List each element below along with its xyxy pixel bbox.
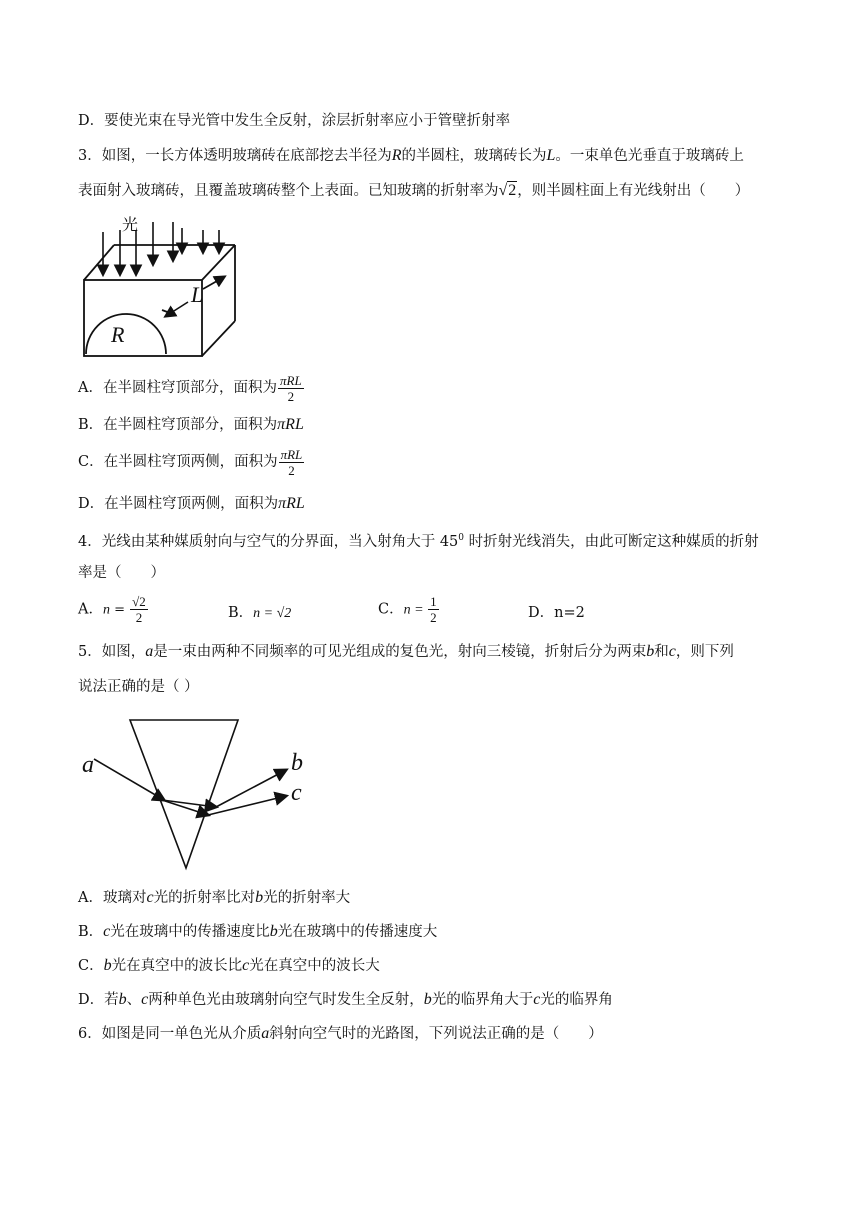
ray-b-label: b — [291, 750, 303, 776]
question-4-line2: 率是（ ） — [78, 565, 165, 581]
option-b-q3: B．在半圆柱穹顶部分，面积为πRL — [78, 416, 304, 433]
option-a-q4: A．n = $\frac{√2}{2}$ — [78, 594, 146, 625]
option-a-q3: A．在半圆柱穹顶部分，面积为 $\frac{\text{πRL}}{2}$ — [78, 372, 302, 404]
option-a-q5: A．玻璃对c光的折射率比对b光的折射率大 — [78, 889, 351, 906]
question-6: 6．如图是同一单色光从介质a斜射向空气时的光路图，下列说法正确的是（ ） — [78, 1025, 603, 1042]
question-3-line2: 表面射入玻璃砖，且覆盖玻璃砖整个上表面。已知玻璃的折射率为√2，则半圆柱面上有光线射出（ ） — [78, 182, 750, 199]
option-d-q2: D．要使光束在导光管中发生全反射，涂层折射率应小于管壁折射率 — [78, 113, 511, 129]
prism-figure — [78, 718, 318, 873]
question-5-line2: 说法正确的是（ ） — [78, 679, 199, 695]
option-b-q4: B．n = √2 — [228, 605, 292, 621]
option-d-q3: D．在半圆柱穹顶两侧，面积为πRL — [78, 495, 305, 512]
glass-brick-figure — [78, 212, 248, 362]
ray-c-label: c — [291, 780, 302, 806]
question-3-line1: 3．如图，一长方体透明玻璃砖在底部挖去半径为R的半圆柱，玻璃砖长为L。一束单色光垂直于玻璃砖上 — [78, 147, 744, 164]
option-c-q4: C．n = $\frac{1}{2}$ — [378, 594, 437, 625]
length-label: L — [191, 282, 204, 307]
question-4-line1: 4．光线由某种媒质射向与空气的分界面，当入射角大于 $45^0$ 时折射光线消失，由此可断定这种媒质的折射 — [78, 533, 759, 550]
option-c-q5: C．b光在真空中的波长比c光在真空中的波长大 — [78, 957, 380, 974]
option-d-q5: D．若b、c两种单色光由玻璃射向空气时发生全反射，b光的临界角大于c光的临界角 — [78, 991, 613, 1008]
radius-label: R — [111, 322, 125, 347]
question-5-line1: 5．如图，a是一束由两种不同频率的可见光组成的复色光，射向三棱镜，折射后分为两束b和c，则下列 — [78, 643, 734, 660]
ray-a-label: a — [82, 752, 94, 778]
option-d-q4: D．n=2 — [528, 605, 585, 621]
option-b-q5: B．c光在玻璃中的传播速度比b光在玻璃中的传播速度大 — [78, 923, 438, 940]
light-label: 光 — [122, 217, 139, 234]
option-c-q3: C．在半圆柱穹顶两侧，面积为 $\frac{\text{πRL}}{2}$ — [78, 446, 303, 478]
